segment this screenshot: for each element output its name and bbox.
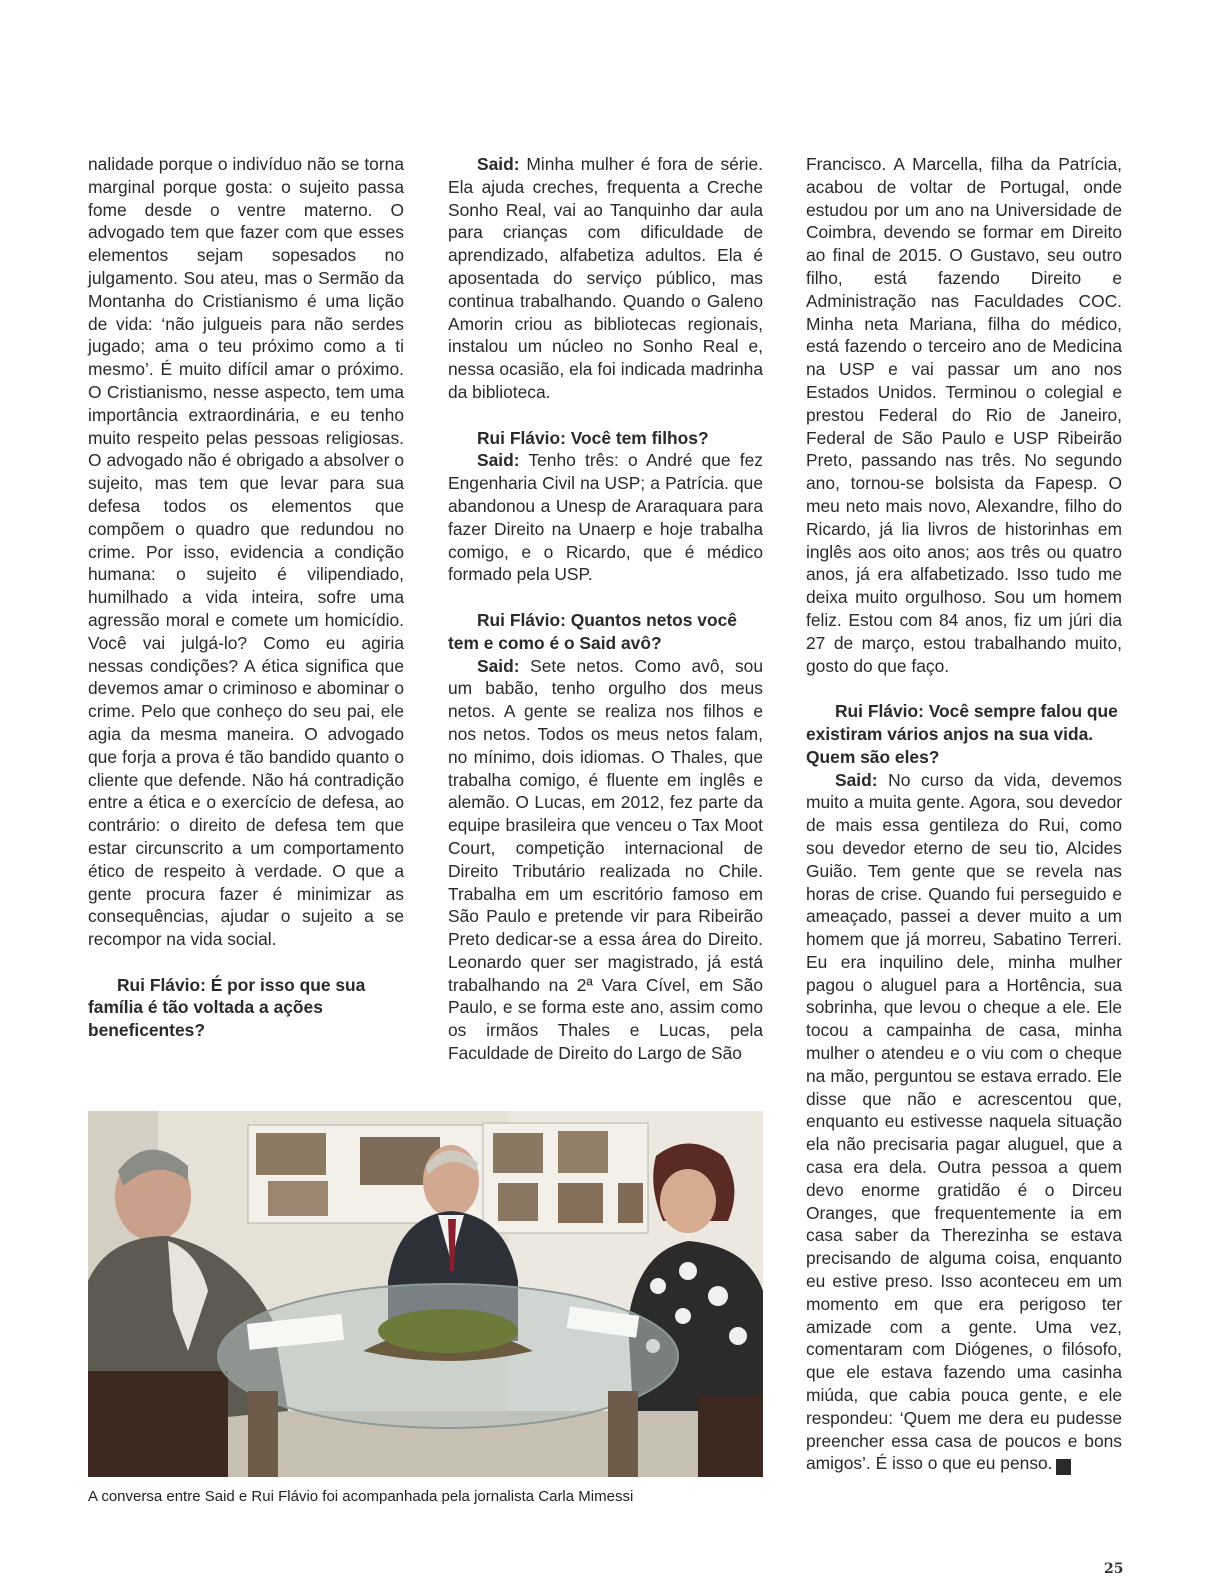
interview-photo-illustration (88, 1111, 763, 1477)
speaker-label: Said: (835, 769, 878, 790)
answer-text: Tenho três: o André que fez Engenharia Civil na USP; a Patrícia. que abandonou a Unesp de Araraquara para fazer Direito na Unaerp e hoje trabalha comigo, e o Ricardo, que é médico formado pela USP. (448, 450, 763, 585)
interview-question: Rui Flávio: Você tem filhos? (477, 427, 709, 448)
interview-question: Rui Flávio: Você sempre falou que existiram vários anjos na sua vida. Quem são eles? (806, 701, 1118, 767)
answer-text: Minha mulher é fora de série. Ela ajuda creches, frequenta a Creche Sonho Real, vai ao Tanquinho dar aula para crianças com dificuldade de aprendizado, alfabetiza adultos. Ela é aposentada do serviço público, mas continua trabalhando. Quando o Galeno Amorin criou as bibliotecas regionais, instalou um núcleo no Sonho Real e, nessa ocasião, ela foi indicada madrinha da biblioteca. (448, 154, 763, 402)
interview-photo (88, 1111, 763, 1477)
interview-question: Rui Flávio: É por isso que sua família é tão voltada a ações beneficentes? (88, 974, 366, 1041)
interview-question: Rui Flávio: Quantos netos você tem e como é o Said avô? (448, 609, 737, 653)
speaker-label: Said: (477, 655, 520, 676)
photo-caption: A conversa entre Said e Rui Flávio foi acompanhada pela jornalista Carla Mimessi (88, 1488, 634, 1505)
answer-text: No curso da vida, devemos muito a muita gente. Agora, sou devedor de mais essa gentileza do Rui, como sou devedor eterno de seu tio, Alcides Guião. Tem gente que se revela nas horas de crise. Quando fui perseguido e ameaçado, passei a dever muito a um homem que já morreu, Sabatino Terreri. Eu era inquilino dele, minha mulher pagou o aluguel para a Hortência, sua sobrinha, que levou o cheque a ele. Ele tocou a campainha de casa, minha mulher o atendeu e o viu com o cheque na mão, perguntou se estava errado. Ele disse que não e acrescentou que, enquanto eu estivesse naquela situação ela não precisaria pagar aluguel, que a casa era dela. Outra pessoa a quem devo enorme gratidão é o Dirceu Oranges, que frequentemente ia em casa saber da Therezinha se estava precisando de alguma coisa, enquanto eu estive preso. Isso aconteceu em um momento em que era perigoso ter amizade com a gente. Uma vez, comentaram com Diógenes, o filósofo, que ele estava fazendo uma casinha miúda, que cabia pouca gente, e ele respondeu: ‘Quem me dera eu pudesse preencher essa casa de poucos e bons amigos’. É isso o que eu penso. (806, 769, 1122, 1474)
interview-answer (448, 449, 763, 586)
speaker-label: Said: (477, 154, 520, 174)
text-column-1 (88, 153, 404, 1042)
body-paragraph: nalidade porque o indivíduo não se torna marginal porque gosta: o sujeito passa fome desde o ventre materno. O advogado tem que fazer com que esses elementos sejam sopesados no julgamento. Sou ateu, mas o Sermão da Montanha do Cristianismo é uma lição de vida: ‘não julgueis para não serdes jugado; ama o teu próximo como a ti mesmo’. É muito difícil amar o próximo. O Cristianismo, nesse aspecto, tem uma importância extraordinária, e eu tenho muito respeito pelas pessoas religiosas. O advogado não é obrigado a absolver o sujeito, mas tem que levar para sua defesa todos os elementos que compõem o quadro que redundou no crime. Por isso, evidencia a condição humana: o sujeito é vilipendiado, humilhado a vida inteira, sofre uma agressão moral e comete um homicídio. Você vai julgá-lo? Como eu agiria nessas condições? A ética significa que devemos amar o criminoso e abominar o crime. Pelo que conheço do seu pai, ele agia da mesma maneira. O advogado que forja a prova é tão bandido quanto o cliente que defende. Não há contradição entre a ética e o exercício de defesa, ao contrário: o direito de defesa tem que estar circunscrito a um comportamento ético de respeito à verdade. O que a gente procura fazer é minimizar as consequências, ajudar o sujeito a se recompor na vida social. (88, 154, 404, 950)
answer-text: Sete netos. Como avô, sou um babão, tenho orgulho dos meus netos. A gente se realiza nos filhos e nos netos. Todos os meus netos falam, no mínimo, dois idiomas. O Thales, que trabalha comigo, é fluente em inglês e alemão. O Lucas, em 2012, fez parte da equipe brasileira que venceu o Tax Moot Court, competição internacional de Direito Tributário realizada no Chile. Trabalha em um escritório famoso em São Paulo e pretende vir para Ribeirão Preto dedicar-se a essa área do Direito. Leonardo quer ser magistrado, já está trabalhando na 2ª Vara Cível, em São Paulo, e se forma este ano, assim como os irmãos Thales e Lucas, pela Faculdade de Direito do Largo de São (448, 655, 763, 1064)
interview-answer (448, 655, 763, 1065)
page-number: 25 (1104, 1561, 1124, 1577)
text-column-3 (806, 153, 1122, 1475)
interview-answer (806, 769, 1122, 1476)
end-mark-icon: r (1056, 1459, 1071, 1475)
interview-answer (448, 153, 763, 404)
speaker-label: Said: (477, 450, 520, 471)
body-paragraph: Francisco. A Marcella, filha da Patrícia, acabou de voltar de Portugal, onde estudou por um ano na Universidade de Coimbra, devendo se formar em Direito ao final de 2015. O Gustavo, seu outro filho, está fazendo Direito e Administração nas Faculdades COC. Minha neta Mariana, filha do médico, está fazendo o terceiro ano de Medicina na USP e vai passar um ano nos Estados Unidos. Terminou o colegial e prestou Federal do Rio de Janeiro, Federal de São Paulo e USP Ribeirão Preto, passando nas três. No segundo ano, tornou-se bolsista da Fapesp. O meu neto mais novo, Alexandre, filho do Ricardo, já lia livros de historinhas em inglês aos oito anos; aos três ou quatro anos, já era alfabetizado. Isso tudo me deixa muito orgulhoso. Sou um homem feliz. Estou com 84 anos, fiz um júri dia 27 de março, estou trabalhando muito, gosto do que faço. (806, 154, 1122, 676)
text-column-2 (448, 153, 763, 1065)
